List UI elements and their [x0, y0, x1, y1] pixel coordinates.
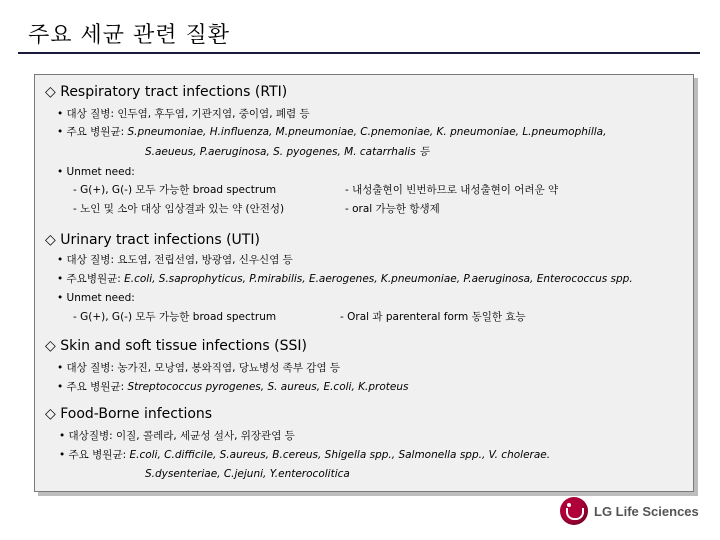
ssi-pathogens-label: • 주요 병원균: — [57, 381, 128, 393]
title-underline — [18, 52, 700, 54]
section-heading-ssi: ◇ Skin and soft tissue infections (SSI) — [45, 338, 307, 354]
section-heading-rti: ◇ Respiratory tract infections (RTI) — [45, 84, 288, 100]
rti-pathogens-label: • 주요 병원균: — [57, 126, 128, 138]
content-panel — [34, 74, 694, 492]
rti-pathogens-list-1: S.pneumoniae, H.influenza, M.pneumoniae, C.pnemoniae, K. pneumoniae, L.pneumophilla, — [127, 126, 607, 138]
page-title: 주요 세균 관련 질환 — [28, 23, 230, 48]
rti-diseases: • 대상 질병: 인두염, 후두염, 기관지염, 중이염, 폐렴 등 — [57, 108, 310, 120]
food-pathogens-list-1: E.coli, C.difficile, S.aureus, B.cereus, Shigella spp., Salmonella spp., V. cholerae. — [129, 449, 551, 461]
rti-pathogens-list-2: S.aeueus, P.aeruginosa, S. pyogenes, M. catarrhalis 등 — [145, 146, 430, 158]
ssi-pathogens — [57, 380, 408, 394]
rti-pathogens — [57, 125, 606, 139]
uti-unmet-need: • Unmet need: — [57, 292, 135, 304]
rti-need-2: - 내성출현이 빈번하므로 내성출현이 어려운 약 — [345, 184, 559, 196]
lg-face-icon — [560, 497, 588, 525]
uti-need-1: - G(+), G(-) 모두 가능한 broad spectrum — [73, 311, 277, 323]
uti-need-2: - Oral 과 parenteral form 동일한 효능 — [340, 311, 526, 323]
section-heading-uti: ◇ Urinary tract infections (UTI) — [45, 232, 260, 248]
uti-pathogens-list: E.coli, S.saprophyticus, P.mirabilis, E.aerogenes, K.pneumoniae, P.aeruginosa, Enterococcus spp. — [124, 273, 633, 285]
section-heading-food: ◇ Food-Borne infections — [45, 406, 213, 422]
rti-unmet-need: • Unmet need: — [57, 166, 135, 178]
uti-pathogens — [57, 272, 633, 286]
rti-need-3: - 노인 및 소아 대상 임상결과 있는 약 (안전성) — [73, 203, 285, 215]
logo-text: LG Life Sciences — [594, 503, 699, 519]
food-pathogens-list-2: S.dysenteriae, C.jejuni, Y.enterocolitica — [145, 468, 350, 480]
food-pathogens — [59, 448, 550, 462]
rti-need-1: - G(+), G(-) 모두 가능한 broad spectrum — [73, 184, 277, 196]
rti-need-4: - oral 가능한 항생제 — [345, 203, 440, 215]
uti-diseases: • 대상 질병: 요도염, 전립선염, 방광염, 신우신염 등 — [57, 254, 293, 266]
food-diseases: • 대상질병: 이질, 콜레라, 세균성 설사, 위장관염 등 — [59, 430, 295, 442]
ssi-diseases: • 대상 질병: 농가진, 모낭염, 봉와직염, 당뇨병성 족부 감염 등 — [57, 362, 341, 374]
company-logo — [560, 496, 699, 526]
uti-pathogens-label: • 주요병원균: — [57, 273, 125, 285]
ssi-pathogens-list: Streptococcus pyrogenes, S. aureus, E.coli, K.proteus — [127, 381, 409, 393]
food-pathogens-label: • 주요 병원균: — [59, 449, 130, 461]
